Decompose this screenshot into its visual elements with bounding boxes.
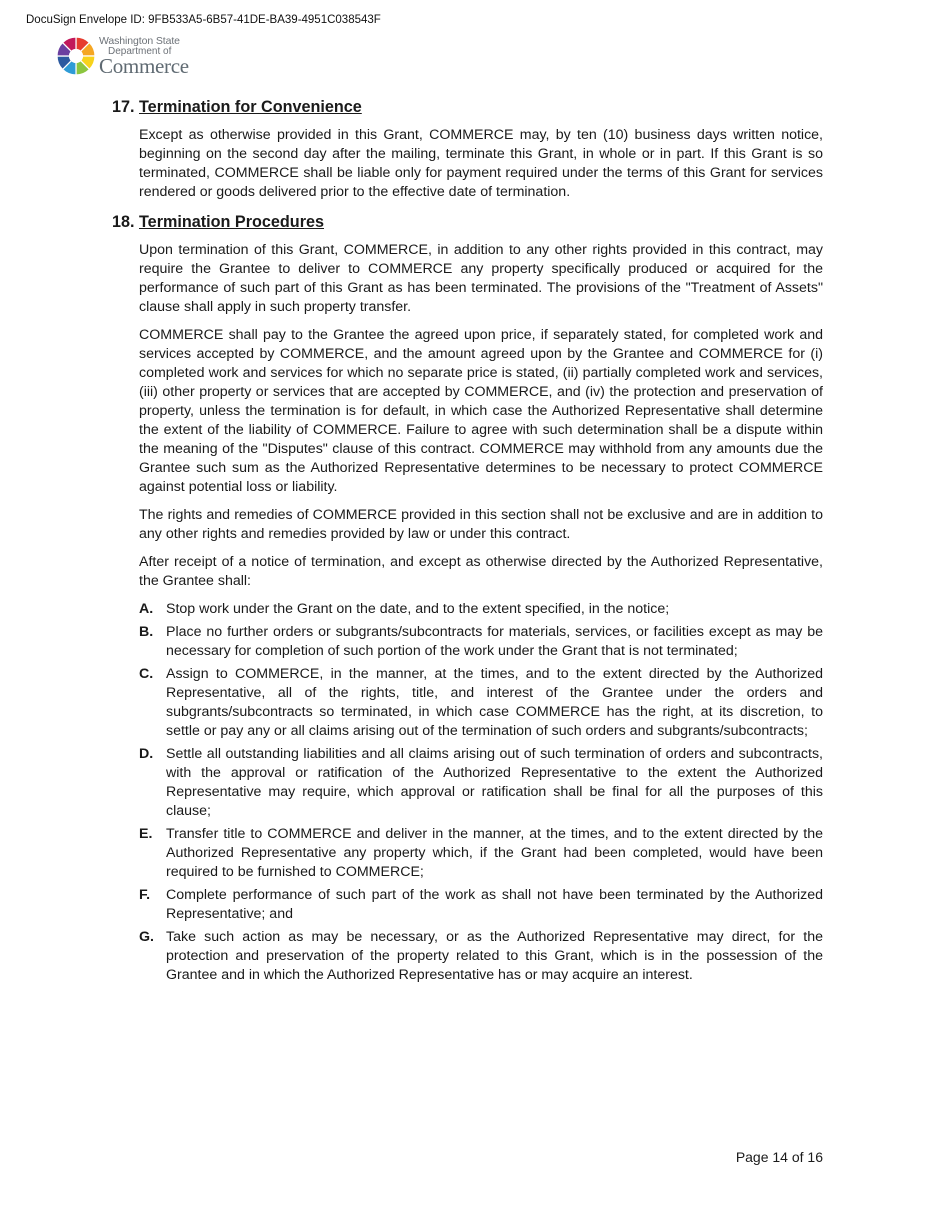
list-item-text: Stop work under the Grant on the date, and to the extent specified, in the notice;	[166, 601, 670, 617]
list-item-label: B.	[139, 624, 154, 640]
section-17-heading	[112, 98, 823, 117]
commerce-logo	[56, 36, 189, 77]
list-item-label: E.	[139, 826, 153, 842]
section-18-paragraph-1: Upon termination of this Grant, COMMERCE, in addition to any other rights provided in this contract, may require the Grantee to deliver to COMMERCE any property specifically produced or acquired for the performance of such part of this Grant as has been terminated. The provisions of the "Treatment of Assets" clause shall apply in such property transfer.	[139, 242, 823, 315]
grantee-obligations-list	[139, 600, 823, 985]
list-item-text: Transfer title to COMMERCE and deliver in the manner, at the times, and to the extent directed by the Authorized Representative any property which, if the Grant had been completed, would have been required to be furnished to COMMERCE;	[166, 826, 823, 880]
logo-line-3: Commerce	[99, 53, 189, 78]
section-18-paragraph-2: COMMERCE shall pay to the Grantee the agreed upon price, if separately stated, for completed work and services accepted by COMMERCE, and the amount agreed upon by the Grantee and COMMERCE for (i) completed work and services for which no separate price is stated, (ii) partially completed work and services, (iii) other property or services that are accepted by COMMERCE, and (iv) the protection and preservation of property, unless the termination is for default, in which case the Authorized Representative shall determine the extent of the liability of COMMERCE. Failure to agree with such determination shall be a dispute within the meaning of the "Disputes" clause of this contract. COMMERCE may withhold from any amounts due the Grantee such sum as the Authorized Representative determines to be necessary to protect COMMERCE against potential loss or liability.	[139, 327, 823, 495]
list-item	[139, 825, 823, 882]
logo-wheel-icon	[56, 36, 96, 76]
document-body	[112, 98, 823, 985]
logo-line-1: Washington State	[99, 35, 180, 47]
list-item	[139, 623, 823, 661]
page-number: Page 14 of 16	[735, 1149, 823, 1165]
list-item	[139, 928, 823, 985]
list-item	[139, 745, 823, 821]
list-item-text: Take such action as may be necessary, or as the Authorized Representative may direct, for the protection and preservation of the property related to this Grant, which is in the possession of the Grantee and in which the Authorized Representative has or may acquire an interest.	[166, 929, 823, 983]
list-item-label: F.	[139, 887, 151, 903]
section-18-paragraph-3: The rights and remedies of COMMERCE provided in this section shall not be exclusive and are in addition to any other rights and remedies provided by law or under this contract.	[139, 507, 823, 542]
list-item	[139, 665, 823, 741]
docusign-envelope-id: DocuSign Envelope ID: 9FB533A5-6B57-41DE-BA39-4951C038543F	[26, 14, 381, 26]
list-item-text: Place no further orders or subgrants/subcontracts for materials, services, or facilities except as may be necessary for completion of such portion of the work under the Grant that is not terminated;	[166, 624, 823, 659]
section-18-title: Termination Procedures	[139, 213, 325, 231]
section-17-number: 17.	[112, 98, 135, 116]
section-18-number: 18.	[112, 213, 135, 231]
list-item-label: G.	[139, 929, 154, 945]
list-item	[139, 886, 823, 924]
section-18-paragraph-4: After receipt of a notice of termination, and except as otherwise directed by the Authorized Representative, the Grantee shall:	[139, 554, 823, 589]
section-17-title: Termination for Convenience	[139, 98, 362, 116]
list-item-label: C.	[139, 666, 154, 682]
logo-line-2: Department of	[108, 45, 172, 57]
section-17-paragraph: Except as otherwise provided in this Grant, COMMERCE may, by ten (10) business days written notice, beginning on the second day after the mailing, terminate this Grant, in whole or in part. If this Grant is so terminated, COMMERCE shall be liable only for payment required under the terms of this Grant for services rendered or goods delivered prior to the effective date of termination.	[139, 127, 823, 200]
list-item-label: D.	[139, 746, 154, 762]
list-item	[139, 600, 823, 619]
list-item-text: Assign to COMMERCE, in the manner, at the times, and to the extent directed by the Authorized Representative, all of the rights, title, and interest of the Grantee under the orders and subgrants/subcontracts so terminated, in which case COMMERCE has the right, at its discretion, to settle or pay any or all claims arising out of the termination of such orders and subgrants/subcontracts;	[166, 666, 823, 739]
section-18-heading	[112, 213, 823, 232]
list-item-text: Complete performance of such part of the work as shall not have been terminated by the Authorized Representative; and	[166, 887, 823, 922]
list-item-text: Settle all outstanding liabilities and all claims arising out of such termination of orders and subcontracts, with the approval or ratification of the Authorized Representative to the extent the Authorized Representative may require, which approval or ratification shall be final for all the purposes of this clause;	[166, 746, 823, 819]
list-item-label: A.	[139, 601, 154, 617]
